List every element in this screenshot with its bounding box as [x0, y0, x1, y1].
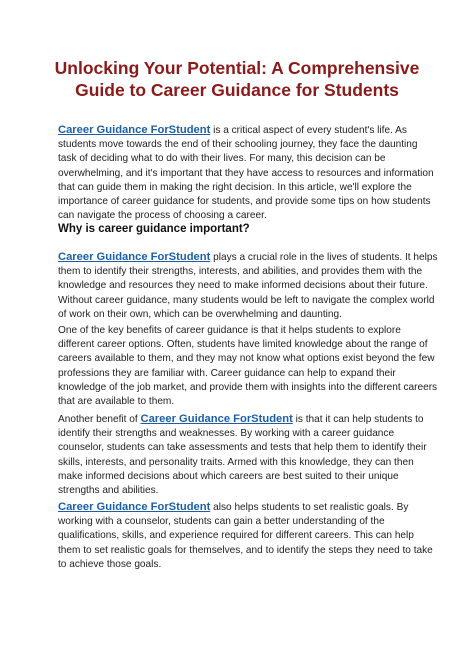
paragraph-line: Without career guidance, many students would be left to navigate the complex world — [58, 294, 435, 306]
paragraph-line: working with a counselor, students can gain a better understanding of the — [58, 516, 385, 528]
paragraph-strengths — [58, 412, 430, 498]
paragraph-line: to achieve those goals. — [58, 558, 162, 570]
paragraph-line: Another benefit of Career Guidance ForStudent is that it can help students to — [58, 413, 424, 425]
paragraph-line: students move towards the end of their schooling journey, they face the daunting — [58, 139, 418, 151]
intro-paragraph — [58, 123, 434, 223]
section-heading: Why is career guidance important? — [58, 223, 250, 235]
career-guidance-link[interactable]: Career Guidance ForStudent — [58, 501, 211, 513]
paragraph-line: knowledge and resources they need to make informed decisions about their future. — [58, 280, 428, 292]
paragraph-line: careers available to them, and they may not know what options exist beyond the few — [58, 353, 435, 365]
paragraph-line: importance of career guidance for students, and provide some tips on how students — [58, 196, 431, 208]
paragraph-line: of work on their own, which can be overwhelming and daunting. — [58, 308, 342, 320]
title-line-2: Guide to Career Guidance for Students — [75, 80, 399, 100]
paragraph-explore — [58, 324, 438, 409]
paragraph-line: that can guide them in making the right decision. In this article, we'll explore the — [58, 181, 412, 193]
paragraph-line: skills, interests, and personality traits. Armed with this knowledge, they can then — [58, 456, 414, 468]
paragraph-line: Career Guidance ForStudent is a critical aspect of every student's life. As — [58, 124, 407, 136]
paragraph-line: Career Guidance ForStudent plays a crucial role in the lives of students. It helps — [58, 251, 438, 263]
paragraph-line: them to identify their strengths, interests, and abilities, and provides them with the — [58, 266, 423, 278]
paragraph-line: overwhelming, and it's important that they have access to resources and information — [58, 167, 434, 179]
paragraph-line: One of the key benefits of career guidance is that it helps students to explore — [58, 325, 401, 336]
paragraph-line: qualifications, skills, and experience required for different careers. This can help — [58, 530, 414, 542]
paragraph-line: professions they are familiar with. Career guidance can help to expand their — [58, 367, 396, 379]
paragraph-line: different career options. Often, students have limited knowledge about the range of — [58, 339, 428, 351]
paragraph-goals — [58, 500, 433, 572]
career-guidance-link[interactable]: Career Guidance ForStudent — [58, 124, 211, 136]
paragraph-line: strengths and abilities. — [58, 485, 159, 497]
paragraph-line: that are available to them. — [58, 396, 175, 408]
paragraph-line: counselor, students can take assessments and tests that help them to identify their — [58, 442, 427, 454]
paragraph-line: knowledge of the job market, and provide them with insights into the different careers — [58, 381, 438, 393]
paragraph-role — [58, 250, 438, 322]
career-guidance-link[interactable]: Career Guidance ForStudent — [140, 413, 293, 425]
career-guidance-link[interactable]: Career Guidance ForStudent — [58, 251, 211, 263]
paragraph-line: Career Guidance ForStudent also helps students to set realistic goals. By — [58, 501, 409, 513]
paragraph-line: task of deciding what to do with their lives. For many, this decision can be — [58, 153, 386, 165]
page-title — [40, 57, 434, 101]
paragraph-line: can navigate the process of choosing a career. — [58, 210, 267, 222]
paragraph-line: identify their strengths and weaknesses. By working with a career guidance — [58, 428, 395, 440]
paragraph-line: make informed decisions about which careers are best suited to their unique — [58, 470, 399, 482]
title-line-1: Unlocking Your Potential: A Comprehensive — [54, 58, 420, 78]
paragraph-line: them to set realistic goals for themselves, and to identify the steps they need to take — [58, 544, 433, 556]
